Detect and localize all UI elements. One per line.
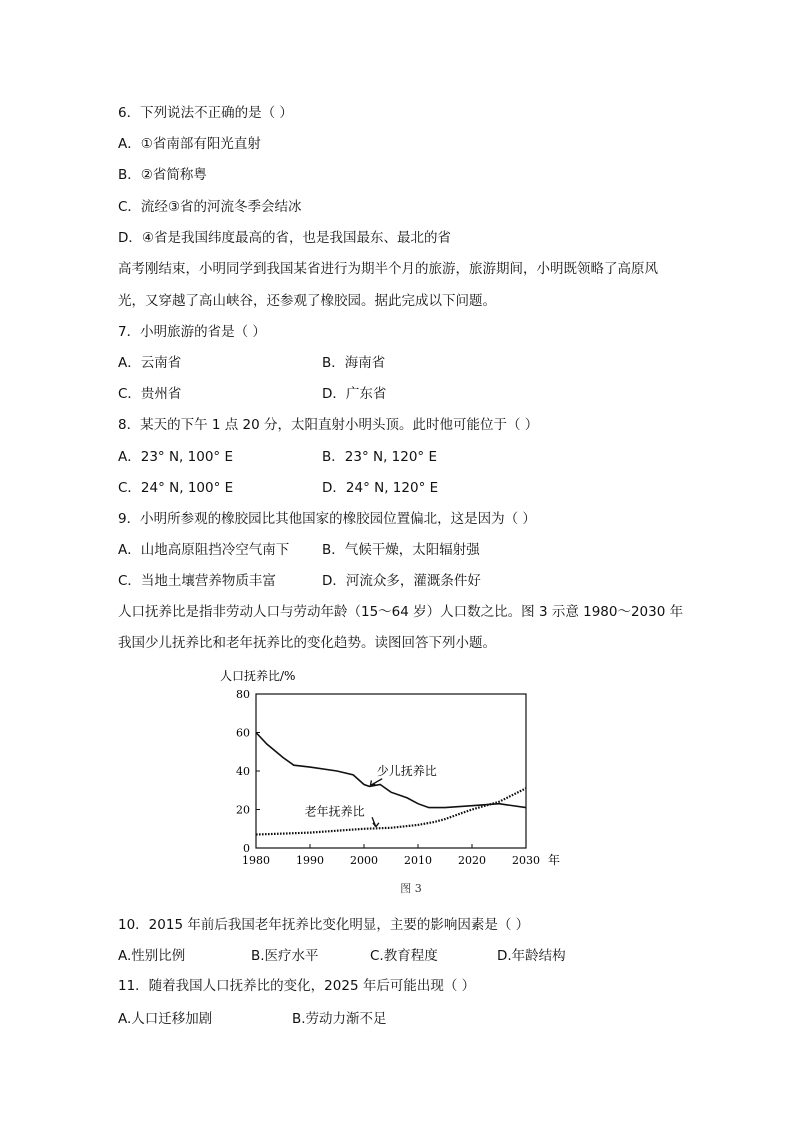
q6-option-c: C．流经③省的河流冬季会结冰	[118, 199, 302, 215]
q6-option-d: D．④省是我国纬度最高的省，也是我国最东、最北的省	[118, 230, 451, 246]
q8-option-c: C．24° N, 100° E	[118, 480, 234, 496]
x-tick-label: 1990	[296, 854, 324, 867]
q10-stem: 10．2015 年前后我国老年抚养比变化明显，主要的影响因素是（ ）	[118, 917, 530, 933]
q11-option-b: B.劳动力渐不足	[292, 1011, 387, 1027]
q7-option-c: C．贵州省	[118, 386, 182, 402]
x-tick-label: 2000	[350, 854, 378, 867]
q7-option-a: A．云南省	[118, 355, 182, 371]
y-tick-label: 40	[236, 765, 250, 778]
y-tick-label: 0	[243, 842, 250, 855]
q7-stem: 7．小明旅游的省是（ ）	[118, 324, 266, 340]
chart-xlabel: 年	[548, 853, 561, 867]
q11-stem: 11．随着我国人口抚养比的变化，2025 年后可能出现（ ）	[118, 978, 476, 994]
q9-option-d: D．河流众多，灌溉条件好	[322, 573, 481, 589]
q10-option-d: D.年龄结构	[497, 948, 566, 964]
y-tick-label: 80	[236, 688, 250, 701]
q9-option-a: A．山地高原阻挡冷空气南下	[118, 542, 290, 558]
q8-option-b: B．23° N, 120° E	[322, 449, 438, 465]
passage1-line2: 光，又穿越了高山峡谷，还参观了橡胶园。据此完成以下问题。	[118, 293, 496, 309]
q10-option-a: A.性别比例	[118, 948, 186, 964]
x-tick-label: 2010	[404, 854, 432, 867]
q6-option-a: A．①省南部有阳光直射	[118, 136, 261, 152]
y-tick-label: 60	[236, 726, 250, 740]
q8-option-d: D．24° N, 120° E	[322, 480, 439, 496]
dependency-ratio-chart	[212, 664, 572, 904]
passage2-line2: 我国少儿抚养比和老年抚养比的变化趋势。读图回答下列小题。	[118, 635, 496, 651]
y-tick-label: 20	[236, 803, 250, 817]
passage1-line1: 高考刚结束，小明同学到我国某省进行为期半个月的旅游，旅游期间，小明既领略了高原风	[118, 261, 658, 277]
q9-option-b: B．气候干燥，太阳辐射强	[322, 542, 480, 558]
q9-option-c: C．当地土壤营养物质丰富	[118, 573, 276, 589]
chart-caption: 图 3	[400, 882, 422, 895]
q6-stem: 6．下列说法不正确的是（ ）	[118, 105, 293, 121]
arrow-elderly-label	[372, 817, 379, 827]
q6-option-b: B．②省简称粤	[118, 167, 207, 183]
series-line-elderly-dependency	[256, 788, 526, 834]
x-tick-label: 1980	[242, 854, 270, 867]
q10-option-b: B.医疗水平	[251, 948, 319, 964]
series-label-elderly-dependency: 老年抚养比	[304, 804, 365, 819]
chart-ylabel: 人口抚养比/%	[220, 669, 296, 683]
x-tick-label: 2030	[512, 854, 540, 867]
q8-option-a: A．23° N, 100° E	[118, 449, 233, 465]
q8-stem: 8．某天的下午 1 点 20 分，太阳直射小明头顶。此时他可能位于（ ）	[118, 417, 539, 433]
q11-option-a: A.人口迁移加剧	[118, 1011, 213, 1027]
passage2-line1: 人口抚养比是指非劳动人口与劳动年龄（15～64 岁）人口数之比。图 3 示意 1980～2030 年	[118, 604, 684, 620]
series-label-child-dependency: 少儿抚养比	[376, 763, 437, 778]
q9-stem: 9．小明所参观的橡胶园比其他国家的橡胶园位置偏北，这是因为（ ）	[118, 511, 536, 527]
q7-option-d: D．广东省	[322, 386, 387, 402]
x-tick-label: 2020	[458, 854, 486, 867]
q7-option-b: B．海南省	[322, 355, 386, 371]
q10-option-c: C.教育程度	[370, 948, 438, 964]
